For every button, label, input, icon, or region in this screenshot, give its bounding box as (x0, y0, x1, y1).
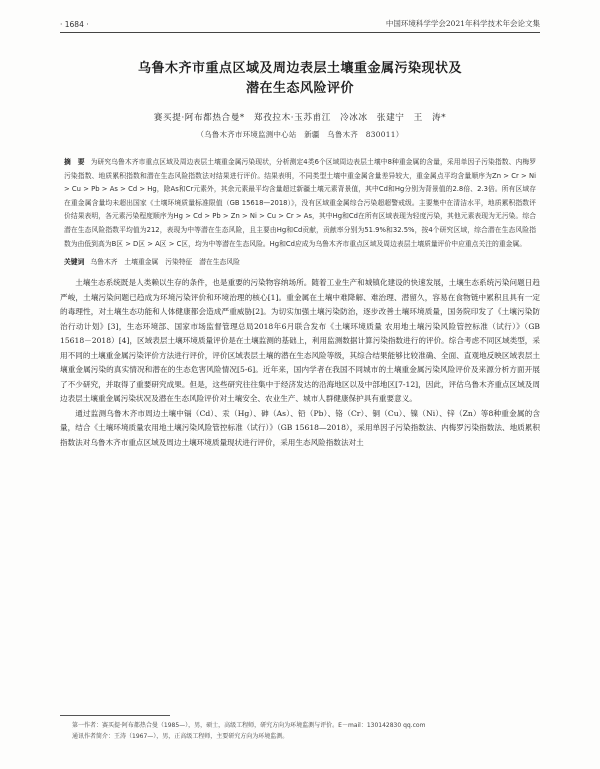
footnote-corresponding-author: 通讯作者简介：王涛（1967—），男，正高级工程师，主要研究方向为环境监测。 (72, 733, 289, 740)
intro-paragraph-2: 通过监测乌鲁木齐市周边土壤中镉（Cd）、汞（Hg）、砷（As）、铅（Pb）、铬（Cr）、铜（Cu）、镍（Ni）、锌（Zn）等8种重金属的含量，结合《土壤环境质量农用地土壤污染风险管控标准（试行）》（GB 15618—2018），采用单因子污染指数法、内梅罗污染指数法、地质累积指数法对乌鲁木齐市重点区域及周边土壤环境质量现状进行评价，采用生态风险指数法对土 (60, 408, 540, 447)
abstract-label: 摘 要 (64, 158, 85, 166)
abstract-text: 为研究乌鲁木齐市重点区域及周边表层土壤重金属污染现状，分析测定4类6个区域周边表层土壤中8种重金属的含量，采用单因子污染指数、内梅罗污染指数、地质累积指数和潜在生态风险指数法对结果进行评价。结果表明，不同类型土壤中重金属含量差异较大，重金属点平均含量顺序为Zn > Cr > Ni > Cu > Pb > As > Cd > Hg，除As和Cr元素外，其余元素最平均含量超过新疆土壤元素背景值，其中Cd和Hg分别为背景值的2.8倍、2.3倍。所有区域存在重金属含量均未超出国家《土壤环境质量标准限值（GB 15618—2018）》，没有区域重金属综合污染超超警戒级。主要集中在清洁水平，地质累积指数评价结果表明，各元素污染程度顺序为Hg > Cd > Pb > Zn > Ni > Cu > Cr > As，其中Hg和Cd在所有区域表现为轻度污染，其他元素表现为无污染。综合潜在生态风险指数平均值为212，表现为中等潜在生态风险，且主要由Hg和Cd贡献，贡献率分别为51.9%和32.5%，按4个研究区域，综合潜在生态风险指数为由低到高为B区 > D区 > A区 > C区，均为中等潜在生态风险。Hg和Cd应成为乌鲁木齐市重点区域及周边表层土壤质量评价中应重点关注的重金属。 (64, 158, 536, 248)
page-number: · 1684 · (60, 20, 89, 29)
title-line-2: 潜在生态风险评价 (245, 81, 354, 96)
journal-name: 中国环境科学学会2021年科学技术年会论文集 (385, 19, 540, 28)
footnote-divider (60, 715, 170, 716)
body-text (60, 276, 540, 450)
affiliation: （乌鲁木齐市环境监测中心站 新疆 乌鲁木齐 830011） (196, 130, 404, 139)
keywords-label: 关键词 (64, 258, 85, 267)
keywords-text: 乌鲁木齐 土壤重金属 污染特征 潜在生态风险 (90, 258, 240, 267)
paper-title (60, 59, 540, 99)
footnote-first-author: 第一作者：赛买提·阿布都热合曼（1985—），男，硕士，高级工程师，研究方向为环境监测与评价。E－mail：130142830 qq.com (72, 722, 426, 729)
running-head (60, 18, 540, 33)
footnotes (60, 715, 540, 742)
author-list: 赛买提·阿布都热合曼* 郑孜拉木·玉苏甫江 冷冰冰 张建宁 王 涛* (153, 113, 447, 123)
abstract (60, 156, 540, 251)
keywords (60, 256, 540, 266)
title-line-1: 乌鲁木齐市重点区域及周边表层土壤重金属污染现状及 (137, 61, 462, 76)
intro-paragraph-1: 土壤生态系统既是人类赖以生存的条件，也是重要的污染物容纳场所。随着工业生产和城镇化建设的快速发展，土壤生态系统污染问题日趋严峻，土壤污染问题已趋成为环境污染评价和环境治理的核心[1]。重金属在土壤中难降解、难治理、潜留久，容易在食物链中累积且具有一定的毒理性，对土壤生态功能和人体健康都会造成严重威胁[2]。为切实加强土壤污染防治，逐步改善土壤环境质量，国务院印发了《土壤污染防治行动计划》[3]，生态环境部、国家市场监督管理总局2018年6月联合发布《土壤环境质量 农用地土壤污染风险管控标准（试行）》（GB 15618－2018）[4]，区域表层土壤环境质量评价是在土壤监测的基础上，利用监测数据计算污染指数进行的评价。综合考虑不同区域类型，采用不同的土壤重金属污染评价方法进行评价，评价区域表层土壤的潜在生态风险等级，其综合结果能够比较准确、全面、直观地反映区域表层土壤重金属污染的真实情况和潜在的生态危害风险情况[5-6]。近年来，国内学者在我国不同城市的土壤重金属污染风险评价及来源分析方面开展了不少研究，并取得了重要研究成果。但是，这些研究往往集中于经济发达的沿海地区以及中部地区[7-12]，因此，评估乌鲁木齐重点区域及周边表层土壤重金属污染状况及潜在生态风险评价对土壤安全、农业生产、城市人群健康保护具有重要意义。 (60, 278, 540, 404)
